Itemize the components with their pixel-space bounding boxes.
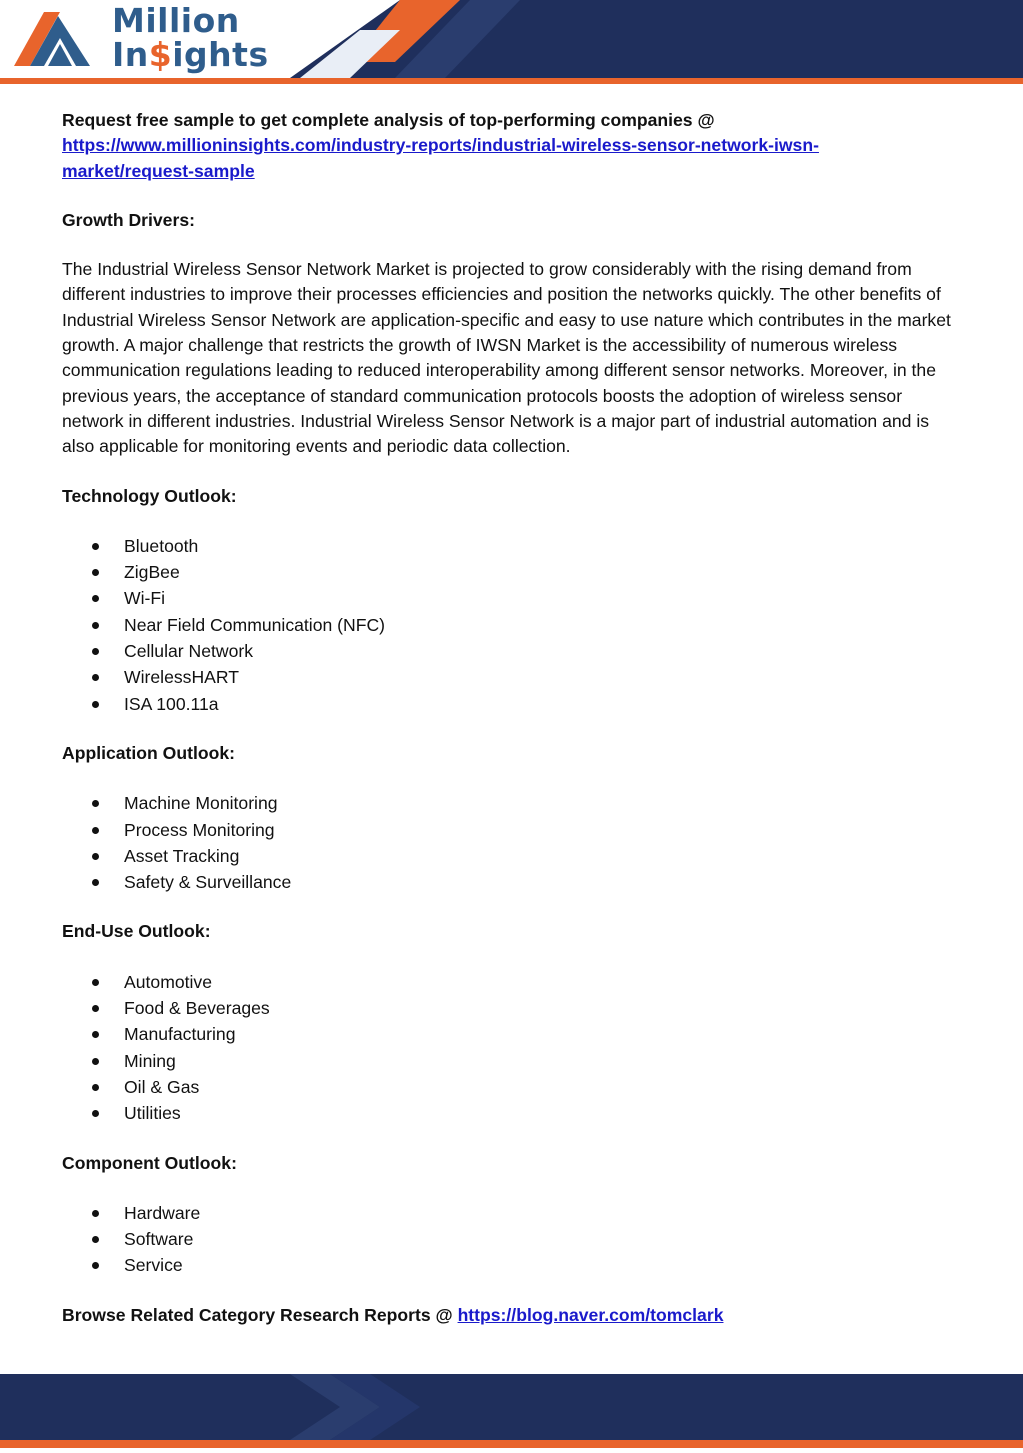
logo-line2: In$ights	[112, 35, 269, 74]
request-sample-text: Request free sample to get complete analysis of top-performing companies @	[62, 110, 715, 130]
footer-graphic	[0, 1374, 1023, 1448]
list-item: Safety & Surveillance	[62, 869, 962, 895]
bullet-icon	[92, 1031, 99, 1038]
bullet-icon	[92, 879, 99, 886]
list-item: Machine Monitoring	[62, 790, 962, 816]
bullet-icon	[92, 622, 99, 629]
list-item: WirelessHART	[62, 664, 962, 690]
bullet-icon	[92, 1005, 99, 1012]
bullet-icon	[92, 1210, 99, 1217]
list-item: Manufacturing	[62, 1021, 962, 1047]
document-body	[62, 108, 962, 1328]
list-item: Automotive	[62, 969, 962, 995]
list-item: Cellular Network	[62, 638, 962, 664]
bullet-icon	[92, 1262, 99, 1269]
technology-outlook-heading: Technology Outlook:	[62, 485, 237, 506]
technology-list	[62, 533, 962, 717]
growth-drivers-heading: Growth Drivers:	[62, 209, 195, 230]
list-item: Hardware	[62, 1200, 962, 1226]
application-list	[62, 790, 962, 895]
list-item: ZigBee	[62, 559, 962, 585]
list-item: Software	[62, 1226, 962, 1252]
browse-related-line: Browse Related Category Research Reports @ https://blog.naver.com/tomclark	[62, 1304, 724, 1325]
bullet-icon	[92, 1058, 99, 1065]
bullet-icon	[92, 648, 99, 655]
component-outlook-heading: Component Outlook:	[62, 1152, 237, 1173]
list-item: Food & Beverages	[62, 995, 962, 1021]
logo-wordmark	[112, 1, 269, 74]
list-item: Mining	[62, 1048, 962, 1074]
enduse-list	[62, 969, 962, 1127]
bullet-icon	[92, 701, 99, 708]
list-item: ISA 100.11a	[62, 691, 962, 717]
list-item: Bluetooth	[62, 533, 962, 559]
list-item: Near Field Communication (NFC)	[62, 612, 962, 638]
browse-related-link[interactable]: https://blog.naver.com/tomclark	[457, 1304, 724, 1325]
application-outlook-heading: Application Outlook:	[62, 742, 235, 763]
growth-drivers-paragraph: The Industrial Wireless Sensor Network Market is projected to grow considerably with the rising demand from different industries to improve their processes efficiencies and position the networks quickly. The other benefits of Industrial Wireless Sensor Network are application-specific and easy to use nature which contributes in the market growth. A major challenge that restricts the growth of IWSN Market is the accessibility of numerous wireless communication regulations leading to reduced interoperability among different sensor networks. Moreover, in the previous years, the acceptance of standard communication protocols boosts the adoption of wireless sensor network in different industries. Industrial Wireless Sensor Network is a major part of industrial automation and is also applicable for monitoring events and periodic data collection.	[62, 259, 951, 457]
list-item: Process Monitoring	[62, 817, 962, 843]
header-banner	[0, 0, 1023, 84]
bullet-icon	[92, 1110, 99, 1117]
bullet-icon	[92, 853, 99, 860]
bullet-icon	[92, 569, 99, 576]
component-list	[62, 1200, 962, 1279]
bullet-icon	[92, 1236, 99, 1243]
bullet-icon	[92, 800, 99, 807]
request-sample-link[interactable]: https://www.millioninsights.com/industry-reports/industrial-wireless-sensor-network-iwsn- market/request-sample	[62, 135, 819, 181]
bullet-icon	[92, 674, 99, 681]
list-item: Service	[62, 1252, 962, 1278]
footer-banner	[0, 1374, 1023, 1448]
list-item: Utilities	[62, 1100, 962, 1126]
bullet-icon	[92, 979, 99, 986]
bullet-icon	[92, 1084, 99, 1091]
bullet-icon	[92, 595, 99, 602]
list-item: Asset Tracking	[62, 843, 962, 869]
bullet-icon	[92, 543, 99, 550]
bullet-icon	[92, 827, 99, 834]
logo-icon	[0, 0, 110, 84]
enduse-outlook-heading: End-Use Outlook:	[62, 921, 211, 942]
logo-line1: Million	[112, 1, 240, 40]
list-item: Wi-Fi	[62, 585, 962, 611]
list-item: Oil & Gas	[62, 1074, 962, 1100]
